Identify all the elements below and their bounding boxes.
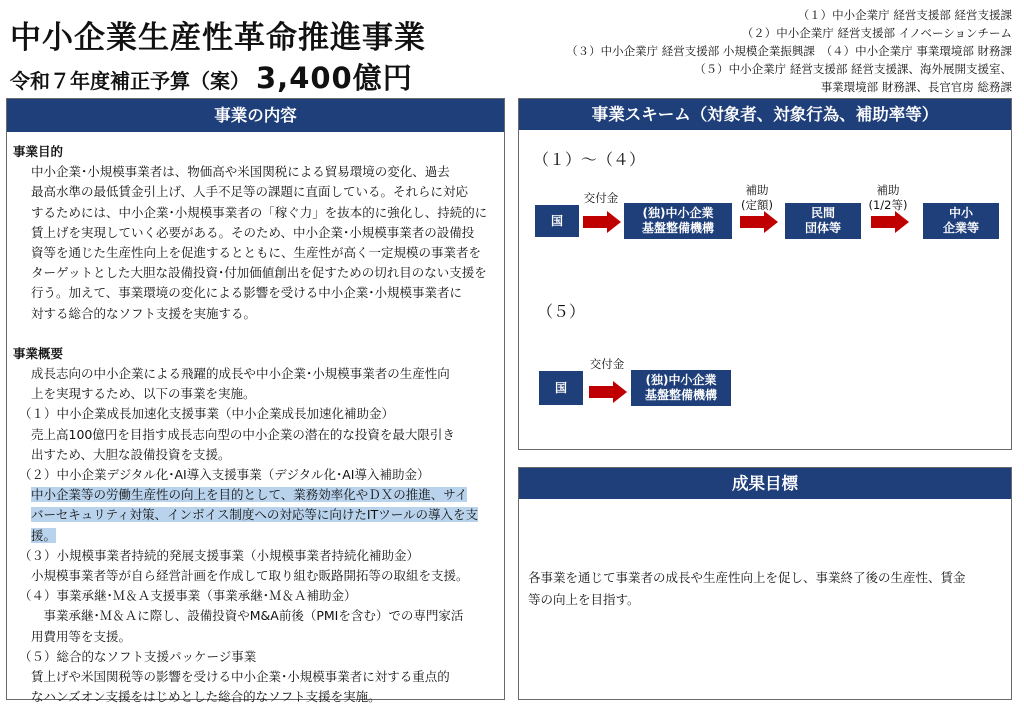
box-line: (独)中小企業 <box>642 206 714 220</box>
box-line: 民間 <box>810 206 835 220</box>
item-line: なハンズオン支援をはじめとした総合的なソフト支援を実施。 <box>31 689 381 705</box>
purpose-text <box>13 162 500 324</box>
flow1-box-private <box>785 203 861 239</box>
box-line: (独)中小企業 <box>645 373 717 387</box>
department-line: （２）中小企業庁 経営支援部 イノベーションチーム <box>741 26 1012 40</box>
flow2-arrow1-label: 交付金 <box>589 357 625 371</box>
department-line: （１）中小企業庁 経営支援部 経営支援課 <box>797 8 1012 22</box>
item-line: 小規模事業者等が自ら経営計画を作成して取り組む販路開拓等の取組を支援。 <box>31 568 469 584</box>
overview-text <box>13 364 500 404</box>
goal-line: 等の向上を目指す。 <box>528 592 640 607</box>
item-title: （５）総合的なソフト支援パッケージ事業 <box>19 648 257 664</box>
arrow-label-line: 補助 <box>745 183 769 197</box>
flow1-arrow3-label <box>862 183 914 213</box>
goal-text <box>528 567 1006 611</box>
item-title: （３）小規模事業者持続的発展支援事業（小規模事業者持続化補助金） <box>19 547 420 563</box>
content-panel <box>6 98 505 705</box>
purpose-line: するためには、中小企業･小規模事業者の「稼ぐ力」を抜本的に強化し、持続的に <box>31 204 488 220</box>
flow2-arrow1-icon <box>589 381 627 403</box>
item-detail <box>13 425 500 465</box>
budget-line <box>10 56 413 97</box>
item-line: 用費用等を支援。 <box>31 628 132 644</box>
flow2-label: （５） <box>537 302 586 321</box>
arrow-label-line: 補助 <box>876 183 900 197</box>
item-detail <box>13 485 500 546</box>
department-line: （５）中小企業庁 経営支援部 経営支援課、海外展開支援室、 <box>694 62 1012 76</box>
highlighted-line: 中小企業等の労働生産性の向上を目的として、業務効率化やＤＸの推進、サイ <box>31 487 468 503</box>
purpose-line: 行う。加えて、事業環境の変化による影響を受ける中小企業･小規模事業者に <box>31 285 463 301</box>
overview-line: 成長志向の中小企業による飛躍的成長や中小企業･小規模事業者の生産性向 <box>31 366 450 382</box>
purpose-line: 対する総合的なソフト支援を実施する。 <box>31 305 257 321</box>
goal-panel-header: 成果目標 <box>519 468 1011 499</box>
item-detail <box>13 667 500 706</box>
flow2-box-country: 国 <box>539 371 583 405</box>
arrow-label-line: (定額) <box>741 198 773 212</box>
page-title: 中小企業生産性革命推進事業 <box>10 20 426 56</box>
budget-amount: 3,400億円 <box>256 61 413 95</box>
box-line: 基盤整備機構 <box>644 388 717 402</box>
item-detail <box>13 606 500 646</box>
department-line: （３）中小企業庁 経営支援部 小規模企業振興課 （４）中小企業庁 事業環境部 財務課 <box>566 44 1012 58</box>
budget-label: 令和７年度補正予算（案） <box>10 69 250 93</box>
purpose-line: 最高水準の最低賃金引上げ、人手不足等の課題に直面している。それらに対応 <box>31 184 469 200</box>
item-line: 賃上げや米国関税等の影響を受ける中小企業･小規模事業者に対する重点的 <box>31 669 450 685</box>
arrow-label-line: (1/2等) <box>868 198 908 212</box>
flow1-box-smrj <box>624 203 732 239</box>
flow2-box-smrj <box>631 370 731 406</box>
item-line: 事業承継･Ｍ＆Ａに際し、設備投資やM&A前後（PMIを含む）での専門家活 <box>31 608 464 624</box>
flow1-box-country: 国 <box>535 205 579 237</box>
box-line: 団体等 <box>804 221 841 235</box>
purpose-line: ターゲットとした大胆な設備投資･付加価値創出を促すための切れ目のない支援を <box>31 265 487 281</box>
flow1-arrow3-icon <box>871 211 909 233</box>
item-title: （１）中小企業成長加速化支援事業（中小企業成長加速化補助金） <box>19 406 395 422</box>
scheme-panel <box>518 98 1012 450</box>
item-title: （４）事業承継･Ｍ＆Ａ支援事業（事業承継･Ｍ＆Ａ補助金） <box>19 588 357 604</box>
box-line: 基盤整備機構 <box>641 221 714 235</box>
flow1-arrow2-icon <box>740 211 778 233</box>
box-line: 中小 <box>948 206 973 220</box>
flow1-arrow1-label: 交付金 <box>583 191 619 205</box>
purpose-line: 賃上げを実現していく必要がある。そのため、中小企業･小規模事業者の設備投 <box>31 224 475 240</box>
flow1-box-sme <box>923 203 999 239</box>
overview-line: 上を実現するため、以下の事業を実施。 <box>31 386 256 402</box>
purpose-line: 中小企業･小規模事業者は、物価高や米国関税による貿易環境の変化、過去 <box>31 164 450 180</box>
flow1-label: （１）～（４） <box>533 150 646 169</box>
scheme-panel-header: 事業スキーム（対象者、対象行為、補助率等） <box>519 99 1011 130</box>
flow1-arrow2-label <box>734 183 780 213</box>
content-panel-header: 事業の内容 <box>7 99 504 132</box>
overview-heading: 事業概要 <box>13 345 64 361</box>
content-body <box>7 132 504 706</box>
department-line: 事業環境部 財務課、長官官房 総務課 <box>820 80 1012 94</box>
box-line: 企業等 <box>942 221 979 235</box>
purpose-line: 資等を通じた生産性向上を促進するとともに、生産性が高く一定規模の事業者を <box>31 245 482 261</box>
item-detail <box>13 566 500 586</box>
department-list <box>452 6 1012 96</box>
purpose-heading: 事業目的 <box>13 144 64 159</box>
goal-panel <box>518 467 1012 700</box>
goal-line: 各事業を通じて事業者の成長や生産性向上を促し、事業終了後の生産性、賃金 <box>528 570 966 585</box>
item-line: 売上高100億円を目指す成長志向型の中小企業の潜在的な投資を最大限引き <box>31 426 455 442</box>
item-line: 出すため、大胆な設備投資を支援。 <box>31 446 231 462</box>
item-title: （２）中小企業デジタル化･AI導入支援事業（デジタル化･AI導入補助金） <box>19 467 430 483</box>
highlighted-line: バーセキュリティ対策、インボイス制度への対応等に向けたITツールの導入を支援。 <box>31 507 478 543</box>
flow1-arrow1-icon <box>583 211 621 233</box>
